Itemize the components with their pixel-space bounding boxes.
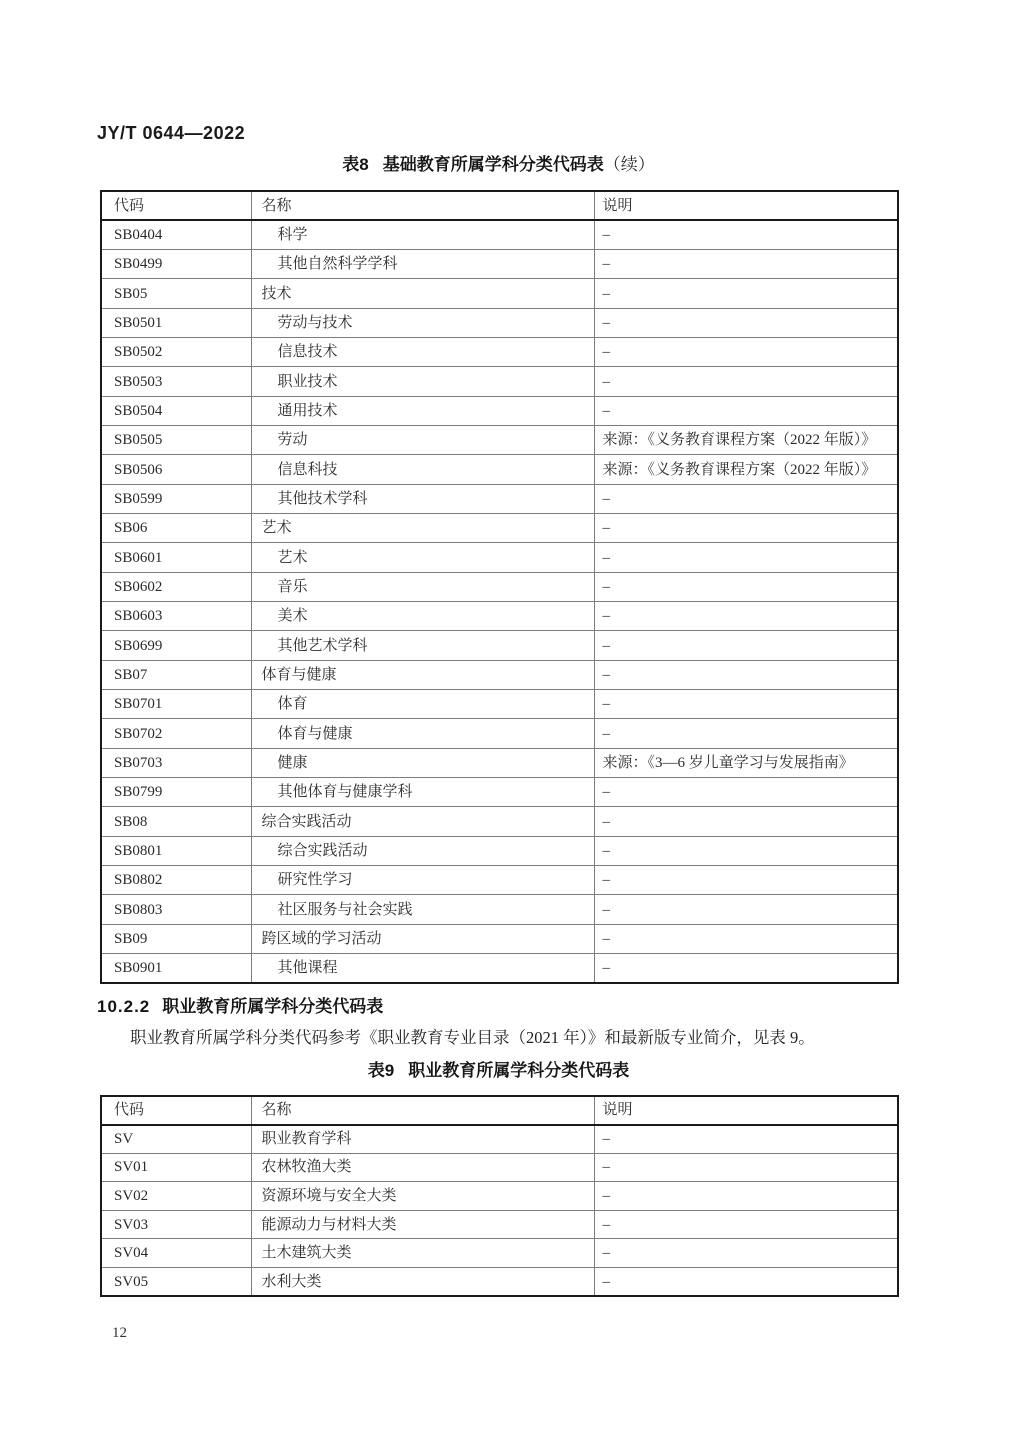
name-cell: 土木建筑大类 [251, 1239, 594, 1268]
table8-title-text: 基础教育所属学科分类代码表 [382, 155, 604, 174]
name-cell: 体育与健康 [251, 719, 594, 748]
name-cell: 美术 [251, 602, 594, 631]
code-cell: SB0404 [101, 220, 251, 249]
desc-cell: – [594, 602, 898, 631]
name-cell: 水利大类 [251, 1268, 594, 1297]
desc-cell: – [594, 367, 898, 396]
name-cell: 体育 [251, 690, 594, 719]
name-cell: 音乐 [251, 572, 594, 601]
table-row [101, 426, 898, 455]
code-cell: SB05 [101, 279, 251, 308]
code-cell: SB0505 [101, 426, 251, 455]
table-row [101, 543, 898, 572]
code-cell: SB0803 [101, 895, 251, 924]
code-cell: SV05 [101, 1268, 251, 1297]
column-header-desc: 说明 [594, 1096, 898, 1125]
code-cell: SB0603 [101, 602, 251, 631]
desc-cell: 来源：《3—6 岁儿童学习与发展指南》 [594, 748, 898, 777]
name-cell: 研究性学习 [251, 866, 594, 895]
table-row [101, 866, 898, 895]
desc-cell: – [594, 396, 898, 425]
table-row [101, 1153, 898, 1182]
name-cell: 劳动 [251, 426, 594, 455]
code-cell: SB0703 [101, 748, 251, 777]
table9-title-text: 职业教育所属学科分类代码表 [408, 1061, 630, 1080]
code-cell: SV03 [101, 1210, 251, 1239]
code-cell: SB0602 [101, 572, 251, 601]
table9-body [101, 1125, 898, 1297]
code-cell: SB0503 [101, 367, 251, 396]
name-cell: 健康 [251, 748, 594, 777]
name-cell: 体育与健康 [251, 660, 594, 689]
desc-cell: – [594, 1125, 898, 1154]
table-row [101, 455, 898, 484]
desc-cell: – [594, 279, 898, 308]
name-cell: 其他体育与健康学科 [251, 778, 594, 807]
desc-cell: – [594, 308, 898, 337]
desc-cell: – [594, 866, 898, 895]
column-header-name: 名称 [251, 191, 594, 220]
desc-cell: – [594, 719, 898, 748]
table-row [101, 396, 898, 425]
desc-cell: 来源：《义务教育课程方案（2022 年版）》 [594, 426, 898, 455]
table-row [101, 367, 898, 396]
table8-title [100, 154, 897, 175]
code-cell: SB0506 [101, 455, 251, 484]
table-row [101, 660, 898, 689]
desc-cell: – [594, 836, 898, 865]
column-header-code: 代码 [101, 191, 251, 220]
desc-cell: – [594, 250, 898, 279]
name-cell: 其他自然科学学科 [251, 250, 594, 279]
desc-cell: – [594, 1182, 898, 1211]
code-cell: SB06 [101, 514, 251, 543]
code-cell: SV02 [101, 1182, 251, 1211]
code-cell: SB0799 [101, 778, 251, 807]
code-cell: SB09 [101, 924, 251, 953]
table-row [101, 631, 898, 660]
desc-cell: – [594, 220, 898, 249]
vocational-education-subject-code-table [100, 1095, 899, 1297]
desc-cell: – [594, 924, 898, 953]
name-cell: 科学 [251, 220, 594, 249]
table-row [101, 690, 898, 719]
name-cell: 其他课程 [251, 954, 594, 983]
table-row [101, 514, 898, 543]
code-cell: SB08 [101, 807, 251, 836]
basic-education-subject-code-table [100, 190, 899, 984]
table-row [101, 807, 898, 836]
desc-cell: 来源：《义务教育课程方案（2022 年版）》 [594, 455, 898, 484]
table8-body [101, 220, 898, 983]
code-cell: SB0901 [101, 954, 251, 983]
code-cell: SV [101, 1125, 251, 1154]
table-row [101, 719, 898, 748]
table-row [101, 308, 898, 337]
section-number: 10.2.2 [97, 997, 151, 1016]
table-row [101, 1239, 898, 1268]
name-cell: 综合实践活动 [251, 807, 594, 836]
table9-label: 表9 [367, 1061, 395, 1080]
code-cell: SB0702 [101, 719, 251, 748]
section-heading-10-2-2 [97, 996, 383, 1017]
table-row [101, 836, 898, 865]
name-cell: 通用技术 [251, 396, 594, 425]
desc-cell: – [594, 690, 898, 719]
name-cell: 其他艺术学科 [251, 631, 594, 660]
code-cell: SB0801 [101, 836, 251, 865]
table-row [101, 602, 898, 631]
desc-cell: – [594, 484, 898, 513]
name-cell: 资源环境与安全大类 [251, 1182, 594, 1211]
table-row [101, 1125, 898, 1154]
name-cell: 跨区域的学习活动 [251, 924, 594, 953]
code-cell: SB0502 [101, 338, 251, 367]
name-cell: 职业教育学科 [251, 1125, 594, 1154]
name-cell: 艺术 [251, 514, 594, 543]
table-row [101, 1268, 898, 1297]
table-header-row [101, 191, 898, 220]
desc-cell: – [594, 895, 898, 924]
code-cell: SB0601 [101, 543, 251, 572]
column-header-desc: 说明 [594, 191, 898, 220]
code-cell: SV01 [101, 1153, 251, 1182]
table-row [101, 924, 898, 953]
desc-cell: – [594, 1268, 898, 1297]
code-cell: SV04 [101, 1239, 251, 1268]
column-header-name: 名称 [251, 1096, 594, 1125]
body-paragraph: 职业教育所属学科分类代码参考《职业教育专业目录（2021 年）》和最新版专业简介，见表 9。 [130, 1028, 815, 1047]
desc-cell: – [594, 1239, 898, 1268]
name-cell: 信息科技 [251, 455, 594, 484]
name-cell: 其他技术学科 [251, 484, 594, 513]
desc-cell: – [594, 572, 898, 601]
desc-cell: – [594, 954, 898, 983]
code-cell: SB0699 [101, 631, 251, 660]
table-row [101, 338, 898, 367]
code-cell: SB0499 [101, 250, 251, 279]
table-row [101, 954, 898, 983]
desc-cell: – [594, 543, 898, 572]
code-cell: SB0599 [101, 484, 251, 513]
name-cell: 信息技术 [251, 338, 594, 367]
column-header-code: 代码 [101, 1096, 251, 1125]
desc-cell: – [594, 514, 898, 543]
desc-cell: – [594, 807, 898, 836]
name-cell: 农林牧渔大类 [251, 1153, 594, 1182]
desc-cell: – [594, 338, 898, 367]
desc-cell: – [594, 778, 898, 807]
code-cell: SB0802 [101, 866, 251, 895]
name-cell: 社区服务与社会实践 [251, 895, 594, 924]
page-number: 12 [112, 1325, 127, 1341]
section-title: 职业教育所属学科分类代码表 [162, 997, 384, 1016]
table9-title [100, 1060, 897, 1081]
code-cell: SB0701 [101, 690, 251, 719]
table-row [101, 778, 898, 807]
desc-cell: – [594, 1210, 898, 1239]
standard-number: JY/T 0644—2022 [97, 123, 246, 143]
name-cell: 艺术 [251, 543, 594, 572]
code-cell: SB0504 [101, 396, 251, 425]
table-row [101, 748, 898, 777]
code-cell: SB0501 [101, 308, 251, 337]
table-row [101, 1210, 898, 1239]
table-row [101, 572, 898, 601]
name-cell: 技术 [251, 279, 594, 308]
name-cell: 职业技术 [251, 367, 594, 396]
name-cell: 综合实践活动 [251, 836, 594, 865]
desc-cell: – [594, 1153, 898, 1182]
code-cell: SB07 [101, 660, 251, 689]
table-row [101, 220, 898, 249]
desc-cell: – [594, 660, 898, 689]
table-row [101, 250, 898, 279]
table-row [101, 895, 898, 924]
table8-label: 表8 [342, 155, 369, 174]
table-row [101, 1182, 898, 1211]
table-row [101, 279, 898, 308]
desc-cell: – [594, 631, 898, 660]
name-cell: 劳动与技术 [251, 308, 594, 337]
table8-title-suffix: （续） [603, 155, 655, 174]
table-header-row [101, 1096, 898, 1125]
name-cell: 能源动力与材料大类 [251, 1210, 594, 1239]
table-row [101, 484, 898, 513]
